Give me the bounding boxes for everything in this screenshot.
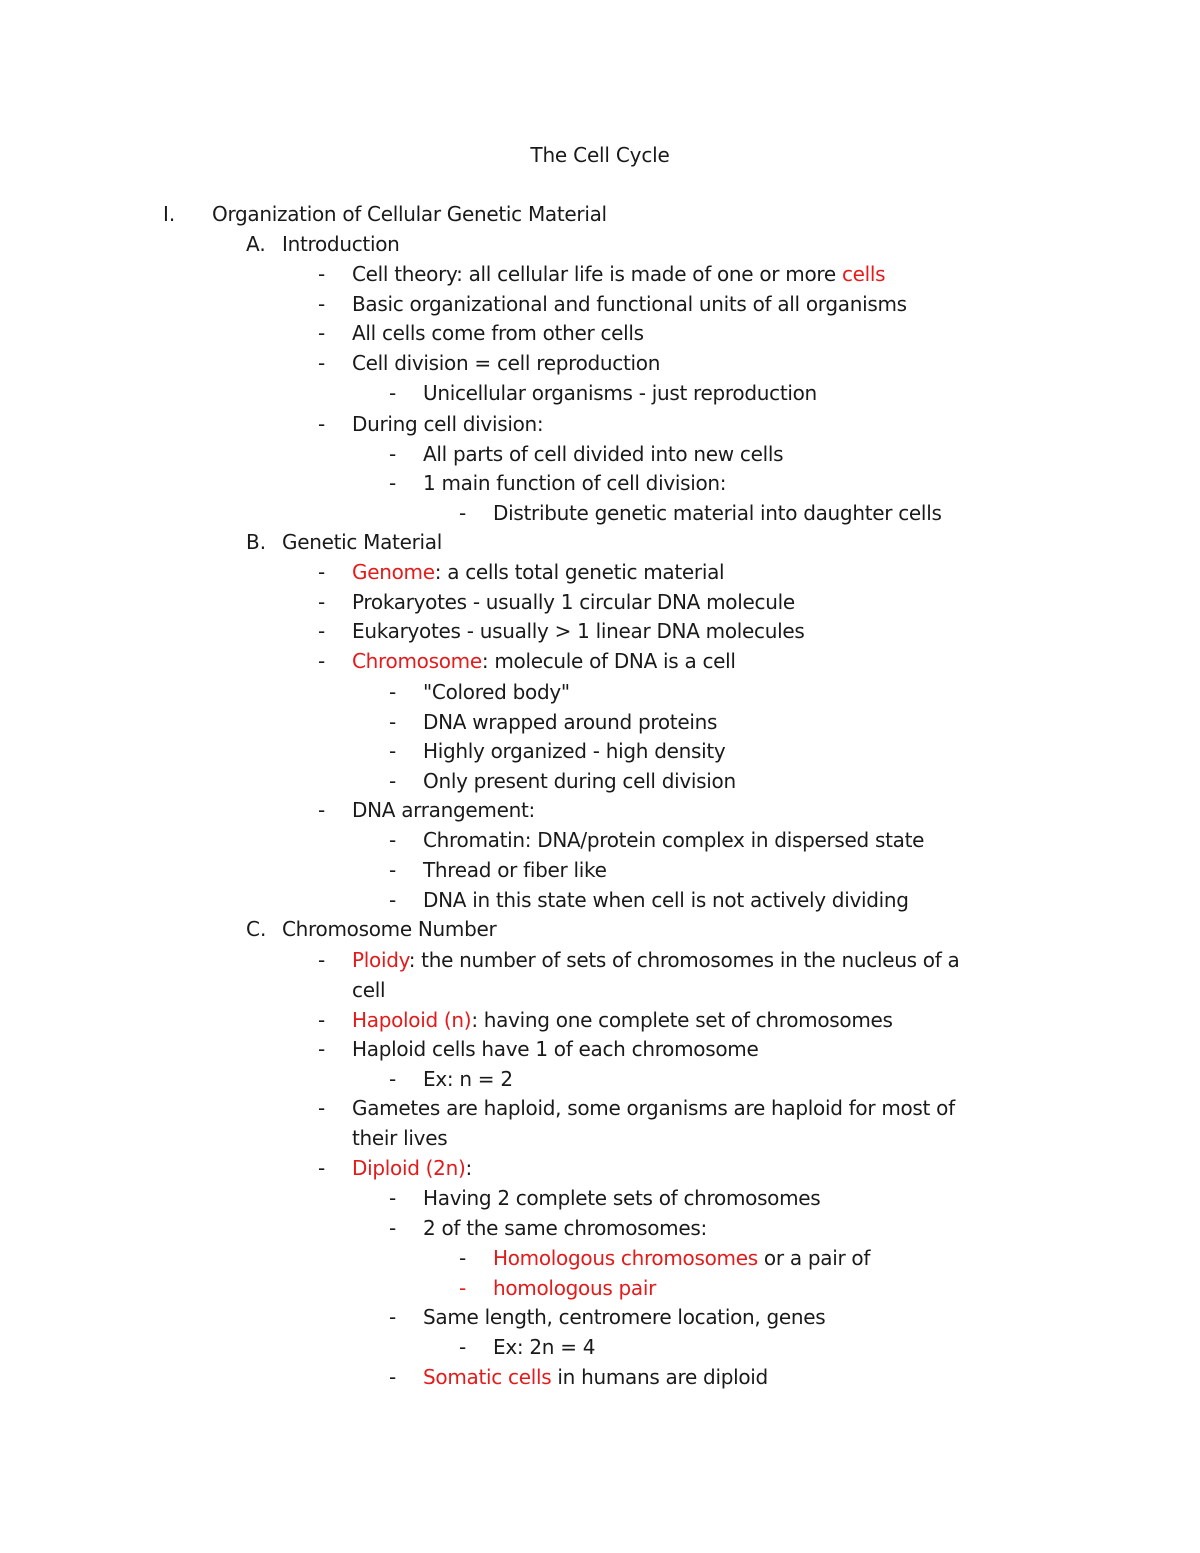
list-item: Prokaryotes - usually 1 circular DNA molecule — [352, 590, 795, 614]
bullet-marker: - — [459, 1246, 467, 1270]
list-item: DNA arrangement: — [352, 798, 535, 822]
bullet-marker: - — [318, 292, 326, 316]
list-item: Only present during cell division — [423, 769, 736, 793]
bullet-marker: - — [389, 1216, 397, 1240]
bullet-marker: - — [389, 1305, 397, 1329]
list-item: Distribute genetic material into daughter cells — [493, 501, 942, 525]
list-item: DNA wrapped around proteins — [423, 710, 718, 734]
subsection-marker: A. — [246, 232, 266, 256]
list-item: Diploid (2n): — [352, 1156, 472, 1180]
subsection-heading: Introduction — [282, 232, 400, 256]
bullet-marker: - — [318, 798, 326, 822]
bullet-marker: - — [389, 1186, 397, 1210]
list-item: Gametes are haploid, some organisms are haploid for most of — [352, 1096, 955, 1120]
list-item: Highly organized - high density — [423, 739, 726, 763]
list-item: All cells come from other cells — [352, 321, 644, 345]
bullet-marker: - — [459, 501, 467, 525]
bullet-marker: - — [389, 739, 397, 763]
bullet-marker: - — [389, 442, 397, 466]
list-item: Chromatin: DNA/protein complex in dispersed state — [423, 828, 925, 852]
list-item: Somatic cells in humans are diploid — [423, 1365, 768, 1389]
bullet-marker: - — [459, 1276, 467, 1300]
bullet-marker: - — [389, 471, 397, 495]
list-item: Thread or fiber like — [423, 858, 607, 882]
bullet-marker: - — [389, 888, 397, 912]
list-item: Eukaryotes - usually > 1 linear DNA molecules — [352, 619, 805, 643]
list-item: All parts of cell divided into new cells — [423, 442, 784, 466]
bullet-marker: - — [318, 590, 326, 614]
bullet-marker: - — [389, 1067, 397, 1091]
list-item: Chromosome: molecule of DNA is a cell — [352, 649, 736, 673]
bullet-marker: - — [389, 680, 397, 704]
list-item: Ploidy: the number of sets of chromosomes in the nucleus of a — [352, 948, 960, 972]
bullet-marker: - — [389, 769, 397, 793]
section-marker: I. — [163, 202, 176, 226]
list-item: homologous pair — [493, 1276, 657, 1300]
subsection-marker: C. — [246, 917, 267, 941]
list-item-continuation: cell — [352, 978, 386, 1002]
list-item: During cell division: — [352, 412, 544, 436]
list-item: 1 main function of cell division: — [423, 471, 727, 495]
list-item: Having 2 complete sets of chromosomes — [423, 1186, 821, 1210]
subsection-heading: Chromosome Number — [282, 917, 497, 941]
list-item: Cell division = cell reproduction — [352, 351, 661, 375]
list-item: DNA in this state when cell is not actively dividing — [423, 888, 909, 912]
bullet-marker: - — [389, 828, 397, 852]
list-item: Hapoloid (n): having one complete set of chromosomes — [352, 1008, 893, 1032]
bullet-marker: - — [389, 710, 397, 734]
bullet-marker: - — [318, 1008, 326, 1032]
list-item: 2 of the same chromosomes: — [423, 1216, 707, 1240]
bullet-marker: - — [318, 619, 326, 643]
list-item: Same length, centromere location, genes — [423, 1305, 826, 1329]
subsection-heading: Genetic Material — [282, 530, 442, 554]
bullet-marker: - — [318, 1156, 326, 1180]
list-item: Haploid cells have 1 of each chromosome — [352, 1037, 759, 1061]
list-item-continuation: their lives — [352, 1126, 448, 1150]
list-item: Homologous chromosomes or a pair of — [493, 1246, 871, 1270]
bullet-marker: - — [318, 560, 326, 584]
bullet-marker: - — [318, 1037, 326, 1061]
list-item: Unicellular organisms - just reproduction — [423, 381, 817, 405]
list-item: Genome: a cells total genetic material — [352, 560, 725, 584]
bullet-marker: - — [318, 351, 326, 375]
bullet-marker: - — [389, 1365, 397, 1389]
section-heading: Organization of Cellular Genetic Material — [212, 202, 607, 226]
bullet-marker: - — [318, 412, 326, 436]
page-title: The Cell Cycle — [530, 143, 670, 167]
bullet-marker: - — [318, 649, 326, 673]
bullet-marker: - — [318, 948, 326, 972]
list-item: "Colored body" — [423, 680, 570, 704]
bullet-marker: - — [318, 262, 326, 286]
bullet-marker: - — [389, 858, 397, 882]
bullet-marker: - — [459, 1335, 467, 1359]
list-item: Ex: 2n = 4 — [493, 1335, 596, 1359]
bullet-marker: - — [318, 1096, 326, 1120]
list-item: Cell theory: all cellular life is made of one or more cells — [352, 262, 886, 286]
list-item: Basic organizational and functional units of all organisms — [352, 292, 907, 316]
subsection-marker: B. — [246, 530, 267, 554]
bullet-marker: - — [389, 381, 397, 405]
bullet-marker: - — [318, 321, 326, 345]
list-item: Ex: n = 2 — [423, 1067, 513, 1091]
